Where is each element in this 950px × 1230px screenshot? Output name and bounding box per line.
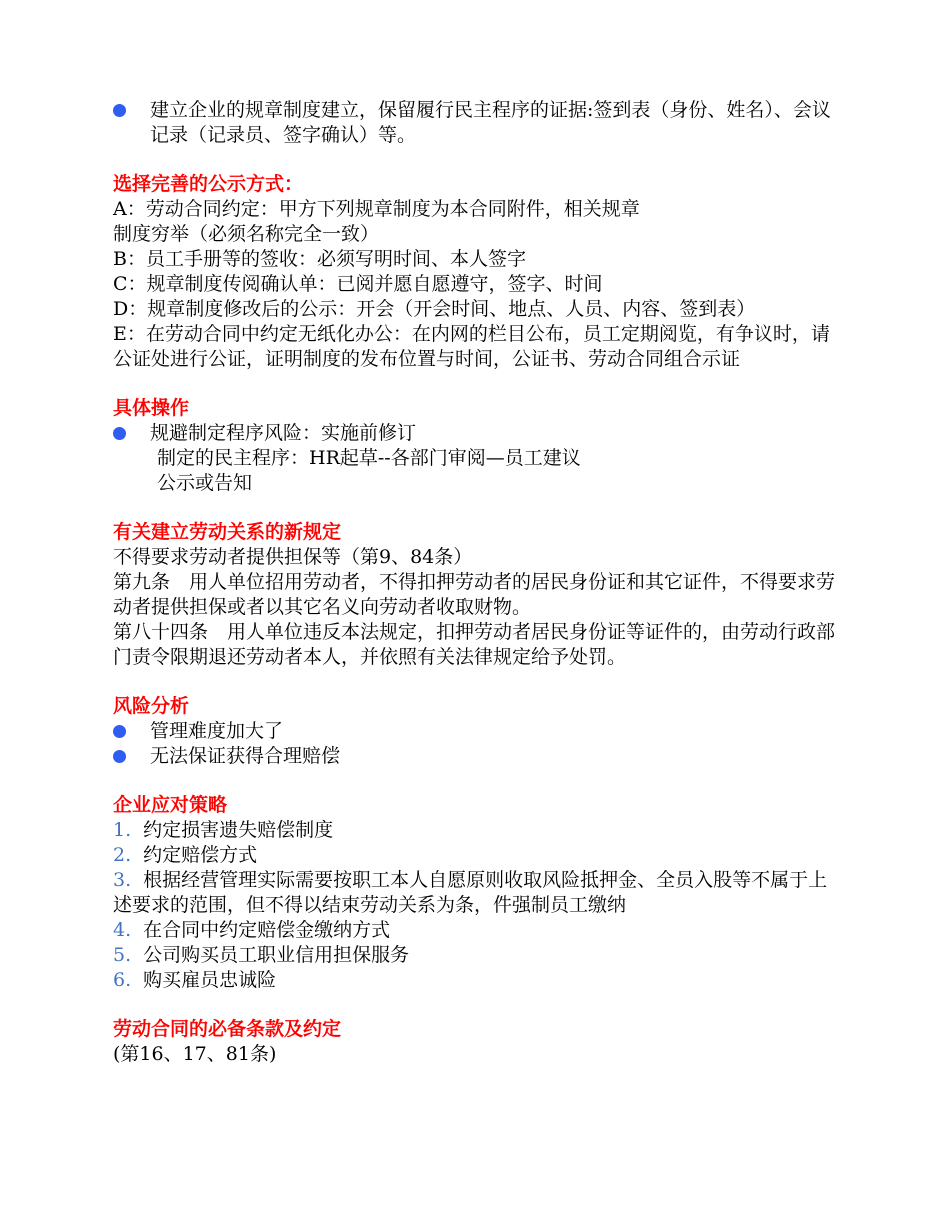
risk-bullet-item	[113, 719, 838, 744]
bullet-icon	[113, 725, 126, 738]
numbered-item	[113, 843, 838, 868]
text-line: (第16、17、81条)	[113, 1043, 277, 1065]
risk-bullet-item	[113, 744, 838, 769]
section-heading-new-rules: 有关建立劳动关系的新规定	[113, 521, 342, 543]
bullet-icon	[113, 750, 126, 763]
text-paragraph-e: E：在劳动合同中约定无纸化办公：在内网的栏目公布，员工定期阅览，有争议时，请公证处进行公证，证明制度的发布位置与时间，公证书、劳动合同组合示证	[113, 323, 830, 370]
item-text: 在合同中约定赔偿金缴纳方式	[143, 919, 391, 941]
numbered-item	[113, 943, 838, 968]
intro-bullet-item	[113, 98, 838, 148]
numbered-item	[113, 918, 838, 943]
bullet-icon	[113, 427, 126, 440]
item-number: 2.	[113, 844, 132, 866]
bullet-text: 无法保证获得合理赔偿	[150, 745, 341, 767]
item-number: 6.	[113, 969, 132, 991]
section-heading-operation: 具体操作	[113, 397, 190, 419]
article-9-paragraph: 第九条 用人单位招用劳动者，不得扣押劳动者的居民身份证和其它证件，不得要求劳动者提供担保或者以其它名义向劳动者收取财物。	[113, 571, 836, 618]
item-text: 公司购买员工职业信用担保服务	[143, 944, 410, 966]
section-heading-strategy: 企业应对策略	[113, 794, 228, 816]
text-line: B：员工手册等的签收：必须写明时间、本人签字	[113, 248, 526, 270]
item-text: 购买雇员忠诚险	[143, 969, 277, 991]
item-text: 根据经营管理实际需要按职工本人自愿原则收取风险抵押金、全员入股等不属于上述要求的范围，但不得以结束劳动关系为条，件强制员工缴纳	[113, 869, 828, 916]
document-page	[113, 98, 838, 1067]
text-line: C：规章制度传阅确认单：已阅并愿自愿遵守，签字、时间	[113, 273, 603, 295]
section-heading-risk: 风险分析	[113, 695, 190, 717]
article-84-paragraph: 第八十四条 用人单位违反本法规定，扣押劳动者居民身份证等证件的，由劳动行政部门责令限期退还劳动者本人，并依照有关法律规定给予处罚。	[113, 621, 836, 668]
sub-line: 公示或告知	[157, 472, 253, 494]
text-line: A：劳动合同约定：甲方下列规章制度为本合同附件，相关规章	[113, 198, 640, 220]
bullet-icon	[113, 104, 126, 117]
item-text: 约定赔偿方式	[143, 844, 258, 866]
text-line: 不得要求劳动者提供担保等（第9、84条）	[113, 546, 473, 568]
section-heading-contract-terms: 劳动合同的必备条款及约定	[113, 1018, 342, 1040]
numbered-item	[113, 968, 838, 993]
item-text: 约定损害遗失赔偿制度	[143, 819, 334, 841]
text-paragraph-d: D：规章制度修改后的公示：开会（开会时间、地点、人员、内容、签到表）	[113, 298, 756, 320]
bullet-text: 管理难度加大了	[150, 720, 284, 742]
section-heading-publicity: 选择完善的公示方式：	[113, 173, 304, 195]
item-number: 5.	[113, 944, 132, 966]
bullet-text: 规避制定程序风险：实施前修订	[150, 422, 417, 444]
numbered-item	[113, 868, 838, 918]
operation-bullet-item	[113, 421, 838, 446]
numbered-item	[113, 818, 838, 843]
text-line: 制度穷举（必须名称完全一致）	[113, 223, 380, 245]
sub-line: 制定的民主程序：HR起草--各部门审阅—员工建议	[157, 447, 581, 469]
item-number: 4.	[113, 919, 132, 941]
item-number: 3.	[113, 869, 132, 891]
intro-text: 建立企业的规章制度建立，保留履行民主程序的证据:签到表（身份、姓名）、会议记录（记录员、签字确认）等。	[150, 99, 831, 146]
item-number: 1.	[113, 819, 132, 841]
